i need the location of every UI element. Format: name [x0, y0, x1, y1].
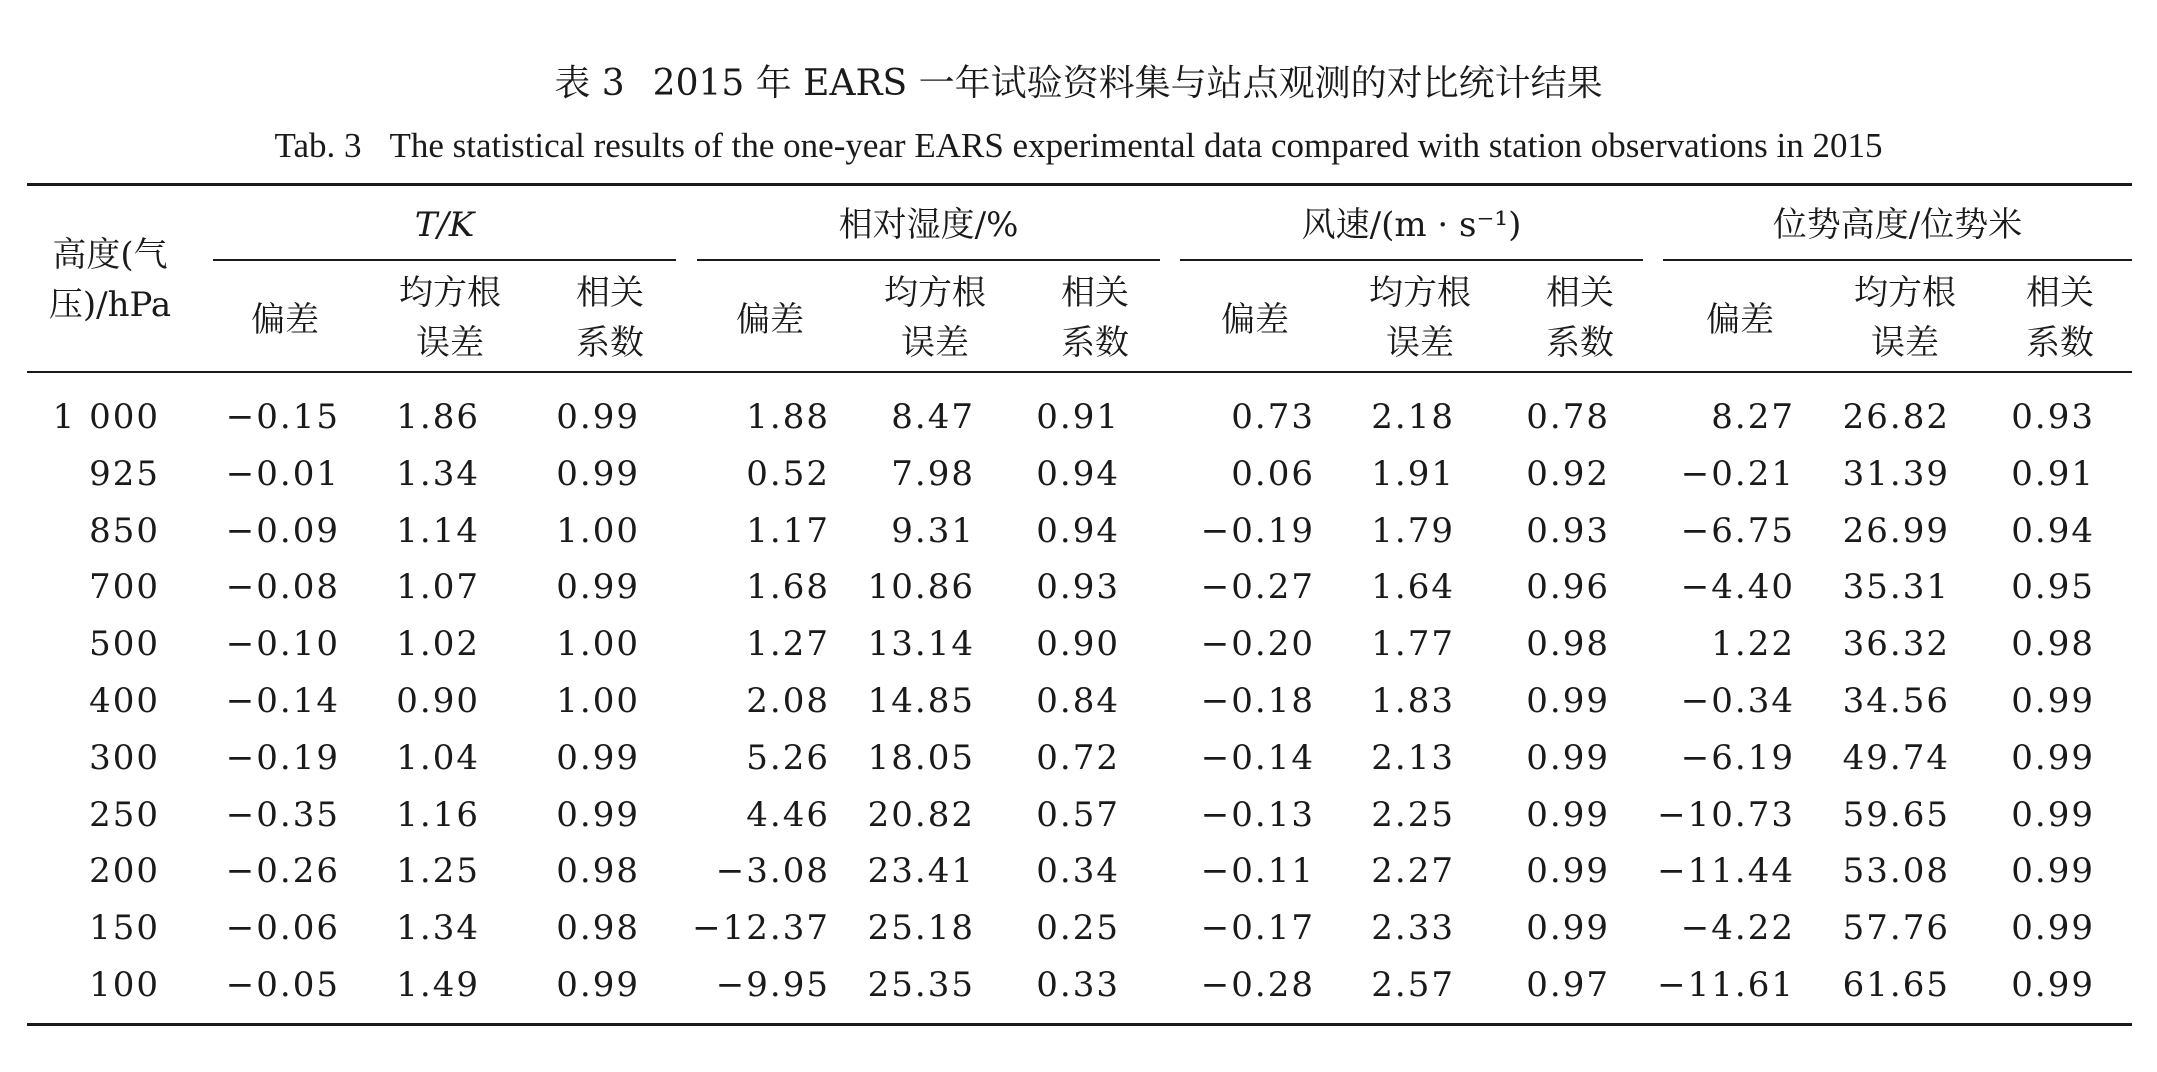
height-cell: 500	[89, 624, 160, 665]
subheader-bias: 偏差	[1706, 300, 1774, 340]
value-cell: 1.14	[396, 510, 480, 551]
height-header	[30, 230, 190, 330]
value-cell: 35.31	[1842, 567, 1950, 608]
value-cell: −0.18	[1200, 681, 1315, 721]
value-cell: 0.99	[556, 567, 640, 608]
value-cell: 0.91	[2011, 453, 2095, 494]
value-cell: 0.99	[2011, 908, 2095, 949]
value-cell: 0.99	[556, 794, 640, 835]
value-cell: 0.95	[2011, 567, 2095, 608]
value-cell: −6.75	[1680, 510, 1795, 551]
value-cell: 0.99	[2011, 794, 2095, 835]
value-cell: 1.88	[746, 397, 830, 437]
value-cell: 0.99	[1526, 851, 1610, 892]
value-cell: 0.91	[1036, 397, 1120, 437]
height-cell: 1 000	[52, 397, 160, 437]
value-cell: 20.82	[867, 794, 975, 835]
value-cell: 0.99	[1526, 737, 1610, 778]
subheader-corr: 相关 系数	[1546, 273, 1614, 363]
value-cell: −0.08	[225, 567, 340, 608]
value-cell: −0.34	[1680, 681, 1795, 721]
value-cell: 1.79	[1371, 510, 1455, 551]
value-cell: 0.99	[2011, 681, 2095, 721]
bottom-rule	[27, 1023, 2132, 1026]
value-cell: 0.99	[1526, 794, 1610, 835]
value-cell: 0.98	[2011, 624, 2095, 665]
height-cell: 250	[89, 794, 160, 835]
group-rule-wind	[1180, 259, 1643, 261]
subheader-bias: 偏差	[251, 300, 319, 340]
value-cell: 5.26	[746, 737, 830, 778]
value-cell: 1.16	[396, 794, 480, 835]
value-cell: 2.33	[1371, 908, 1455, 949]
value-cell: −0.14	[225, 681, 340, 721]
value-cell: 1.34	[396, 453, 480, 494]
value-cell: 0.73	[1231, 397, 1315, 437]
value-cell: 0.72	[1036, 737, 1120, 778]
value-cell: −0.35	[225, 794, 340, 835]
value-cell: −0.13	[1200, 794, 1315, 835]
table-label-en: Tab. 3	[274, 126, 362, 165]
value-cell: −0.19	[225, 737, 340, 778]
value-cell: −0.09	[225, 510, 340, 551]
value-cell: −0.20	[1200, 624, 1315, 665]
value-cell: 0.96	[1526, 567, 1610, 608]
value-cell: 0.98	[556, 908, 640, 949]
value-cell: 0.97	[1526, 965, 1610, 1005]
value-cell: 1.49	[396, 965, 480, 1005]
value-cell: −6.19	[1680, 737, 1795, 778]
value-cell: 0.94	[1036, 510, 1120, 551]
value-cell: −0.26	[225, 851, 340, 892]
value-cell: 53.08	[1842, 851, 1950, 892]
table-title-en: The statistical results of the one-year EARS experimental data compared with station observations in 2015	[389, 126, 1883, 165]
value-cell: 7.98	[891, 453, 975, 494]
subheader-corr: 相关 系数	[2026, 273, 2094, 363]
group-rule-temperature	[213, 259, 676, 261]
group-rule-humidity	[697, 259, 1160, 261]
value-cell: 0.99	[1526, 908, 1610, 949]
value-cell: −9.95	[715, 965, 830, 1005]
value-cell: 0.57	[1036, 794, 1120, 835]
value-cell: 10.86	[867, 567, 975, 608]
value-cell: −0.10	[225, 624, 340, 665]
value-cell: 13.14	[867, 624, 975, 665]
value-cell: −0.05	[225, 965, 340, 1005]
value-cell: 23.41	[867, 851, 975, 892]
value-cell: 1.64	[1371, 567, 1455, 608]
value-cell: 0.52	[746, 453, 830, 494]
table-caption-cn	[0, 58, 2157, 110]
value-cell: 0.99	[556, 737, 640, 778]
value-cell: −11.61	[1657, 965, 1795, 1005]
value-cell: 0.93	[1036, 567, 1120, 608]
value-cell: 0.93	[1526, 510, 1610, 551]
value-cell: 31.39	[1842, 453, 1950, 494]
value-cell: 9.31	[891, 510, 975, 551]
value-cell: 4.46	[746, 794, 830, 835]
value-cell: −4.22	[1680, 908, 1795, 949]
height-cell: 300	[89, 737, 160, 778]
value-cell: 26.99	[1842, 510, 1950, 551]
value-cell: 1.34	[396, 908, 480, 949]
value-cell: −0.11	[1200, 851, 1315, 892]
value-cell: 14.85	[867, 681, 975, 721]
value-cell: −12.37	[692, 908, 830, 949]
table-title-cn: 2015 年 EARS 一年试验资料集与站点观测的对比统计结果	[652, 63, 1603, 104]
value-cell: −0.28	[1200, 965, 1315, 1005]
value-cell: 0.94	[2011, 510, 2095, 551]
value-cell: 49.74	[1842, 737, 1950, 778]
value-cell: 1.77	[1371, 624, 1455, 665]
value-cell: −3.08	[715, 851, 830, 892]
subheader-corr: 相关 系数	[576, 273, 644, 363]
value-cell: −0.14	[1200, 737, 1315, 778]
subheader-bias: 偏差	[736, 300, 804, 340]
value-cell: 2.57	[1371, 965, 1455, 1005]
subheader-corr: 相关 系数	[1061, 273, 1129, 363]
top-rule	[27, 183, 2132, 186]
height-cell: 850	[89, 510, 160, 551]
value-cell: 0.93	[2011, 397, 2095, 437]
value-cell: 2.27	[1371, 851, 1455, 892]
height-cell: 100	[89, 965, 160, 1005]
value-cell: 0.06	[1231, 453, 1315, 494]
value-cell: 1.22	[1711, 624, 1795, 665]
subheader-bias: 偏差	[1221, 300, 1289, 340]
value-cell: 0.99	[556, 453, 640, 494]
height-cell: 925	[89, 453, 160, 494]
value-cell: −0.17	[1200, 908, 1315, 949]
value-cell: 0.25	[1036, 908, 1120, 949]
subheader-rmse: 均方根 误差	[399, 273, 501, 363]
subheader-rmse: 均方根 误差	[1369, 273, 1471, 363]
value-cell: 1.07	[396, 567, 480, 608]
value-cell: 61.65	[1842, 965, 1950, 1005]
value-cell: 1.25	[396, 851, 480, 892]
subheader-rmse: 均方根 误差	[884, 273, 986, 363]
group-header-wind: 风速/(m · s⁻¹)	[1301, 205, 1522, 245]
value-cell: 26.82	[1842, 397, 1950, 437]
value-cell: 1.27	[746, 624, 830, 665]
value-cell: −0.06	[225, 908, 340, 949]
value-cell: 8.27	[1711, 397, 1795, 437]
value-cell: 18.05	[867, 737, 975, 778]
value-cell: 0.94	[1036, 453, 1120, 494]
table-label-cn: 表 3	[554, 63, 625, 104]
value-cell: 36.32	[1842, 624, 1950, 665]
height-cell: 200	[89, 851, 160, 892]
table-caption-en	[0, 120, 2157, 172]
value-cell: 0.90	[1036, 624, 1120, 665]
value-cell: 0.84	[1036, 681, 1120, 721]
value-cell: 1.00	[556, 510, 640, 551]
value-cell: 0.33	[1036, 965, 1120, 1005]
value-cell: 34.56	[1842, 681, 1950, 721]
value-cell: 1.83	[1371, 681, 1455, 721]
value-cell: −0.21	[1680, 453, 1795, 494]
value-cell: 0.90	[396, 681, 480, 721]
value-cell: 0.99	[2011, 851, 2095, 892]
value-cell: 1.68	[746, 567, 830, 608]
value-cell: −0.01	[225, 453, 340, 494]
value-cell: 0.99	[556, 397, 640, 437]
value-cell: −10.73	[1657, 794, 1795, 835]
value-cell: 2.25	[1371, 794, 1455, 835]
value-cell: 0.99	[2011, 965, 2095, 1005]
value-cell: −0.19	[1200, 510, 1315, 551]
value-cell: −11.44	[1657, 851, 1795, 892]
value-cell: 1.91	[1371, 453, 1455, 494]
value-cell: 0.78	[1526, 397, 1610, 437]
value-cell: 1.86	[396, 397, 480, 437]
value-cell: 0.99	[2011, 737, 2095, 778]
subheader-rmse: 均方根 误差	[1854, 273, 1956, 363]
value-cell: 8.47	[891, 397, 975, 437]
group-header-geopotential: 位势高度/位势米	[1772, 205, 2023, 245]
value-cell: 25.35	[867, 965, 975, 1005]
value-cell: −4.40	[1680, 567, 1795, 608]
group-header-temperature: T/K	[414, 205, 475, 245]
value-cell: 2.08	[746, 681, 830, 721]
height-header-line1: 高度(气	[52, 235, 168, 275]
value-cell: 1.00	[556, 624, 640, 665]
height-header-line2: 压)/hPa	[48, 285, 172, 325]
value-cell: 1.00	[556, 681, 640, 721]
height-cell: 150	[89, 908, 160, 949]
value-cell: −0.27	[1200, 567, 1315, 608]
value-cell: 0.99	[556, 965, 640, 1005]
group-header-humidity: 相对湿度/%	[838, 205, 1019, 245]
height-cell: 700	[89, 567, 160, 608]
value-cell: 0.98	[1526, 624, 1610, 665]
group-rule-geopotential	[1663, 259, 2132, 261]
value-cell: 2.13	[1371, 737, 1455, 778]
value-cell: −0.15	[225, 397, 340, 437]
height-cell: 400	[89, 681, 160, 721]
value-cell: 2.18	[1371, 397, 1455, 437]
value-cell: 0.99	[1526, 681, 1610, 721]
value-cell: 57.76	[1842, 908, 1950, 949]
value-cell: 59.65	[1842, 794, 1950, 835]
value-cell: 25.18	[867, 908, 975, 949]
value-cell: 0.34	[1036, 851, 1120, 892]
value-cell: 1.17	[746, 510, 830, 551]
value-cell: 1.04	[396, 737, 480, 778]
value-cell: 0.92	[1526, 453, 1610, 494]
value-cell: 1.02	[396, 624, 480, 665]
value-cell: 0.98	[556, 851, 640, 892]
header-rule	[27, 371, 2132, 373]
